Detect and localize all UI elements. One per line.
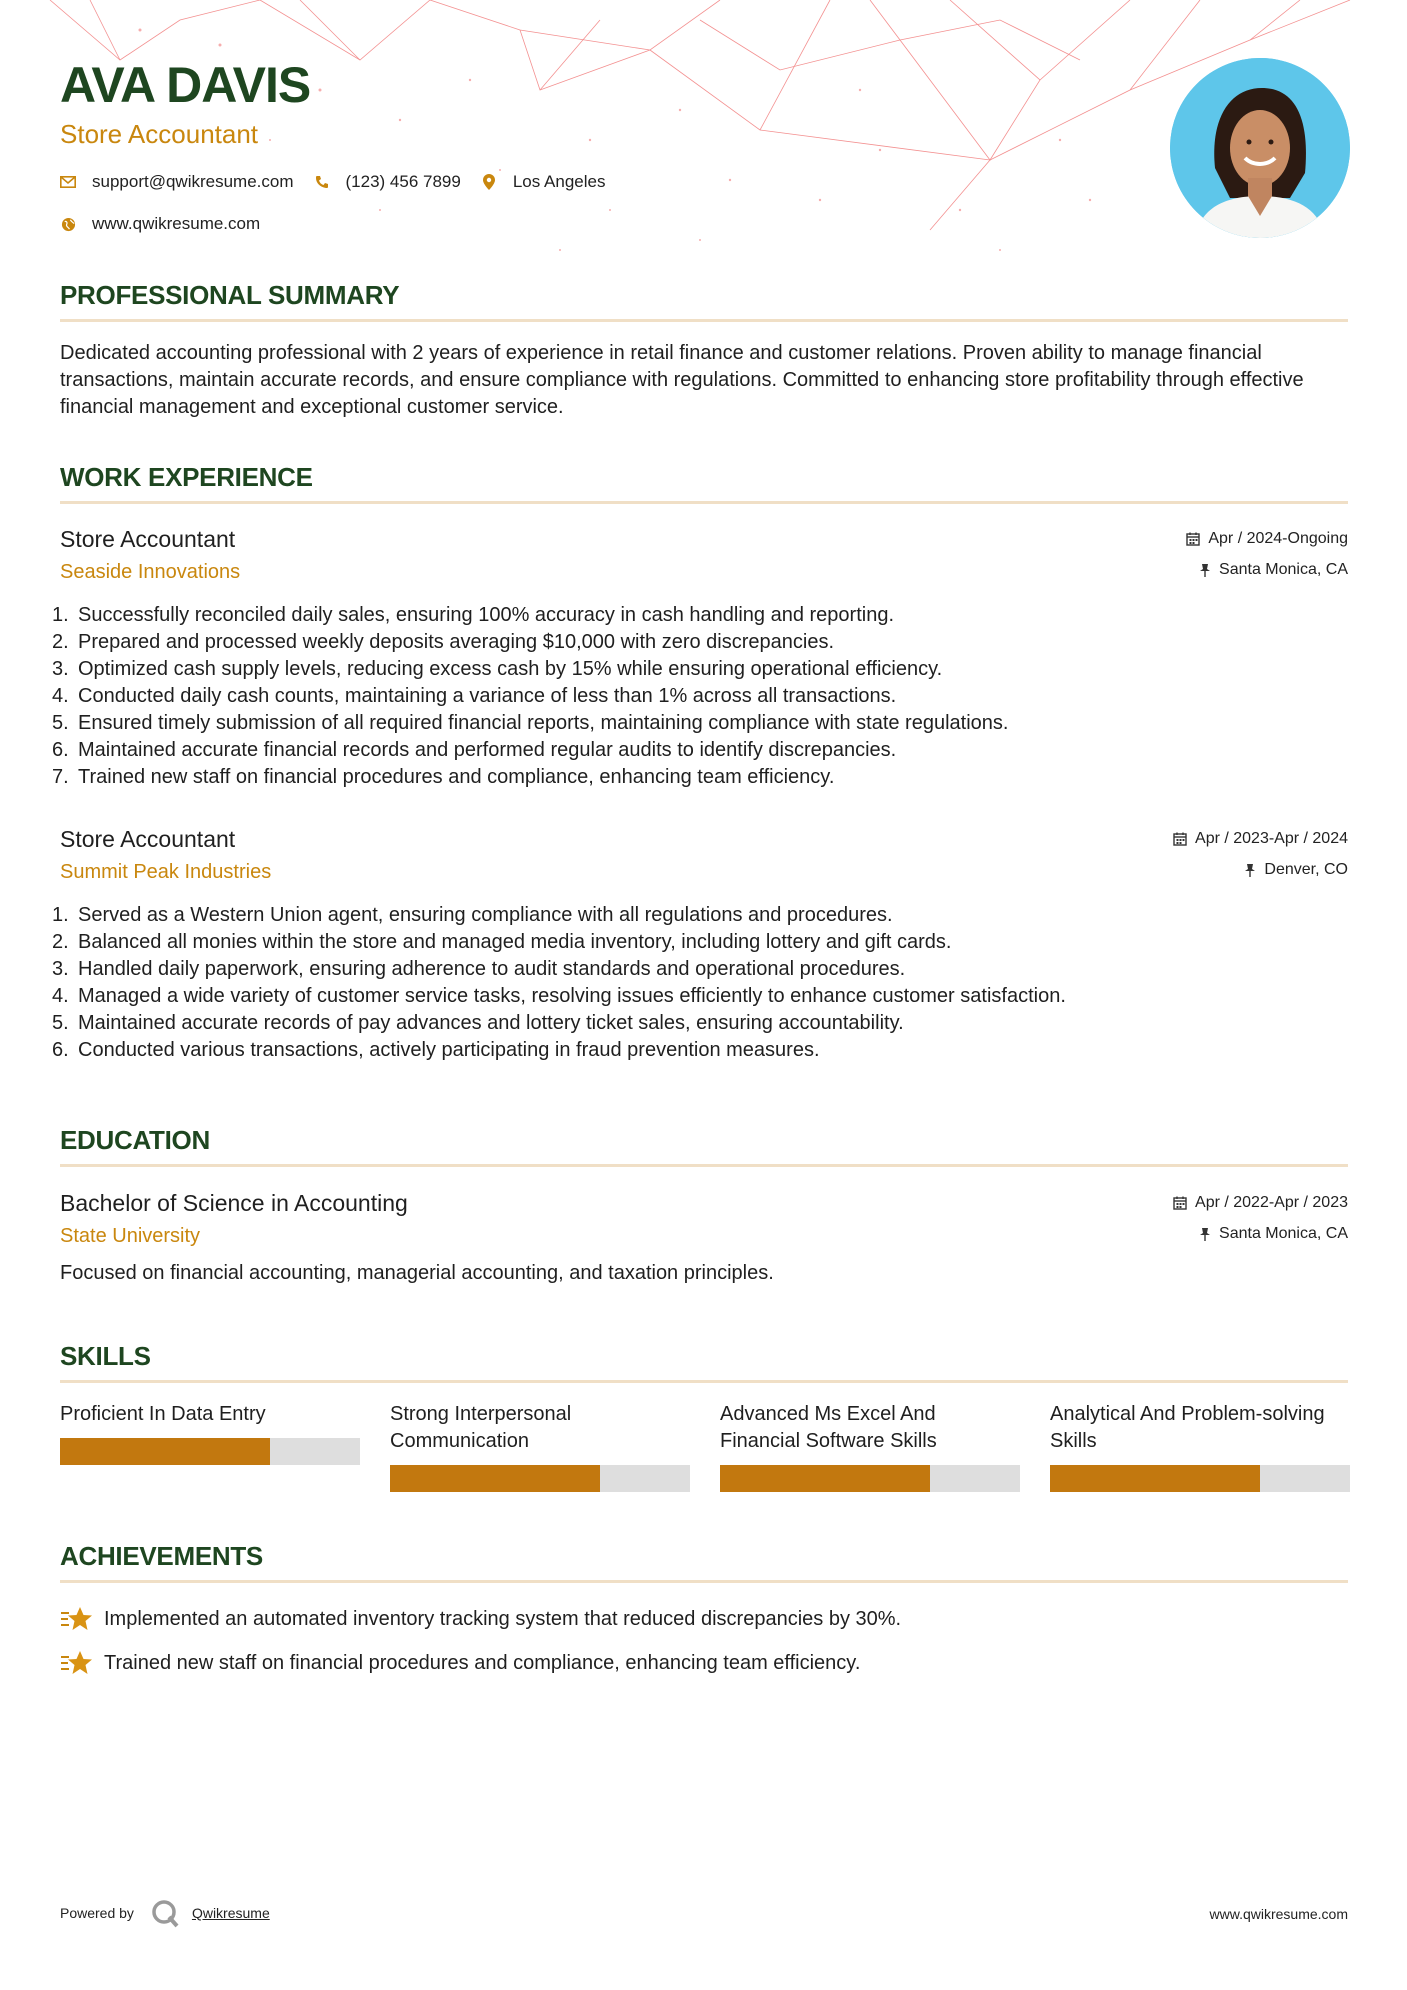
- achievement-text: Trained new staff on financial procedures and compliance, enhancing team efficiency.: [104, 1651, 861, 1674]
- education-dates: [1173, 1194, 1348, 1212]
- job-bullets: [52, 902, 1066, 1064]
- skill-item: [390, 1401, 690, 1492]
- skill-name: Advanced Ms Excel And Financial Software Skills: [720, 1403, 937, 1452]
- job-dates: [1173, 830, 1348, 848]
- job-location: [1244, 861, 1348, 879]
- contact-phone[interactable]: [314, 172, 461, 192]
- pushpin-icon: [1199, 1227, 1211, 1241]
- skill-name: Analytical And Problem-solving Skills: [1050, 1403, 1325, 1452]
- candidate-title: Store Accountant: [60, 119, 259, 149]
- summary-heading: PROFESSIONAL SUMMARY: [60, 280, 400, 310]
- footer-powered-by: [60, 1898, 270, 1928]
- list-item: 5. Maintained accurate records of pay advances and lottery ticket sales, ensuring accountability.: [52, 1012, 904, 1034]
- list-item: 1. Served as a Western Union agent, ensuring compliance with all regulations and procedures.: [52, 904, 893, 926]
- skill-bar: [60, 1438, 360, 1465]
- star-achievement-icon: [60, 1604, 94, 1634]
- website-text: www.qwikresume.com: [92, 214, 261, 233]
- star-achievement-icon: [60, 1648, 94, 1678]
- contact-row: [60, 172, 625, 192]
- job-company: Seaside Innovations: [60, 561, 241, 583]
- skill-bar-fill: [1050, 1465, 1260, 1492]
- job-bullets: [52, 602, 1008, 791]
- achievements-heading: ACHIEVEMENTS: [60, 1541, 263, 1571]
- skills-section: [60, 1341, 1348, 1383]
- list-item: 4. Managed a wide variety of customer service tasks, resolving issues efficiently to enhance customer satisfaction.: [52, 985, 1066, 1007]
- skill-item: [1050, 1401, 1350, 1492]
- summary-section: [60, 280, 1348, 421]
- qwikresume-logo-icon: [150, 1898, 180, 1928]
- skill-name: Proficient In Data Entry: [60, 1403, 266, 1425]
- job-company: Summit Peak Industries: [60, 861, 272, 883]
- brand-link[interactable]: Qwikresume: [191, 1905, 270, 1921]
- list-item: 5. Ensured timely submission of all required financial reports, maintaining compliance with state regulations.: [52, 712, 1009, 734]
- calendar-icon: [1186, 532, 1200, 546]
- calendar-icon: [1173, 1196, 1187, 1210]
- education-location-text: Santa Monica, CA: [1219, 1225, 1348, 1242]
- envelope-icon: [60, 174, 76, 190]
- section-divider: [60, 1164, 1348, 1167]
- list-item: 2. Prepared and processed weekly deposits averaging $10,000 with zero discrepancies.: [52, 631, 835, 653]
- candidate-name: AVA DAVIS: [60, 57, 311, 113]
- email-text: support@qwikresume.com: [92, 172, 294, 191]
- job-dates: [1186, 530, 1348, 548]
- skills-heading: SKILLS: [60, 1341, 151, 1371]
- job-location: [1199, 561, 1348, 579]
- pushpin-icon: [1199, 563, 1211, 577]
- section-divider: [60, 1580, 1348, 1583]
- contact-location: [481, 172, 606, 192]
- education-dates-text: Apr / 2022-Apr / 2023: [1195, 1194, 1348, 1211]
- job-location-text: Santa Monica, CA: [1219, 561, 1348, 578]
- education-section: [60, 1125, 1348, 1167]
- summary-text: Dedicated accounting professional with 2 years of experience in retail finance and customer relations. Proven ability to manage financial transactions, maintain accurate records, and ensure compliance with regulations. Committed to enhancing store profitability through effective financial management and exceptional customer service.: [60, 342, 1304, 419]
- footer-website[interactable]: www.qwikresume.com: [1209, 1906, 1348, 1922]
- achievement-item: [60, 1604, 901, 1634]
- skill-bar: [720, 1465, 1020, 1492]
- skill-name: Strong Interpersonal Communication: [390, 1403, 572, 1452]
- education-heading: EDUCATION: [60, 1125, 210, 1155]
- pushpin-icon: [1244, 863, 1256, 877]
- list-item: 1. Successfully reconciled daily sales, ensuring 100% accuracy in cash handling and reporting.: [52, 604, 895, 626]
- achievement-item: [60, 1648, 860, 1678]
- job-role: Store Accountant: [60, 526, 236, 552]
- skill-bar: [1050, 1465, 1350, 1492]
- section-divider: [60, 501, 1348, 504]
- profile-photo: [1170, 58, 1350, 238]
- job-dates-text: Apr / 2023-Apr / 2024: [1195, 830, 1348, 847]
- experience-section: [60, 462, 1348, 504]
- list-item: 3. Handled daily paperwork, ensuring adherence to audit standards and operational procedures.: [52, 958, 906, 980]
- education-location: [1199, 1225, 1348, 1243]
- section-divider: [60, 1380, 1348, 1383]
- contact-row-website: [60, 214, 280, 234]
- skill-bar-fill: [390, 1465, 600, 1492]
- section-divider: [60, 319, 1348, 322]
- job-dates-text: Apr / 2024-Ongoing: [1208, 530, 1348, 547]
- calendar-icon: [1173, 832, 1187, 846]
- job-role: Store Accountant: [60, 826, 236, 852]
- powered-by-label: Powered by: [60, 1905, 134, 1921]
- degree-name: Bachelor of Science in Accounting: [60, 1190, 408, 1216]
- list-item: 2. Balanced all monies within the store and managed media inventory, including lottery and gift cards.: [52, 931, 952, 953]
- skill-item: [720, 1401, 1020, 1492]
- achievement-text: Implemented an automated inventory tracking system that reduced discrepancies by 30%.: [104, 1607, 902, 1630]
- skill-bar: [390, 1465, 690, 1492]
- phone-text: (123) 456 7899: [345, 172, 461, 191]
- list-item: 6. Maintained accurate financial records and performed regular audits to identify discrepancies.: [52, 739, 897, 761]
- skill-bar-fill: [60, 1438, 270, 1465]
- globe-icon: [60, 216, 76, 232]
- list-item: 3. Optimized cash supply levels, reducing excess cash by 15% while ensuring operational efficiency.: [52, 658, 943, 680]
- job-location-text: Denver, CO: [1264, 861, 1348, 878]
- list-item: 7. Trained new staff on financial procedures and compliance, enhancing team efficiency.: [52, 766, 835, 788]
- school-name: State University: [60, 1225, 201, 1247]
- skill-item: [60, 1401, 360, 1492]
- education-description: Focused on financial accounting, managerial accounting, and taxation principles.: [60, 1262, 774, 1284]
- map-pin-icon: [481, 174, 497, 190]
- experience-heading: WORK EXPERIENCE: [60, 462, 313, 492]
- contact-email[interactable]: [60, 172, 294, 192]
- list-item: 4. Conducted daily cash counts, maintaining a variance of less than 1% across all transactions.: [52, 685, 897, 707]
- phone-icon: [314, 174, 330, 190]
- contact-website[interactable]: [60, 214, 260, 234]
- achievements-section: [60, 1541, 1348, 1583]
- list-item: 6. Conducted various transactions, actively participating in fraud prevention measures.: [52, 1039, 820, 1061]
- skill-bar-fill: [720, 1465, 930, 1492]
- location-text: Los Angeles: [512, 172, 606, 191]
